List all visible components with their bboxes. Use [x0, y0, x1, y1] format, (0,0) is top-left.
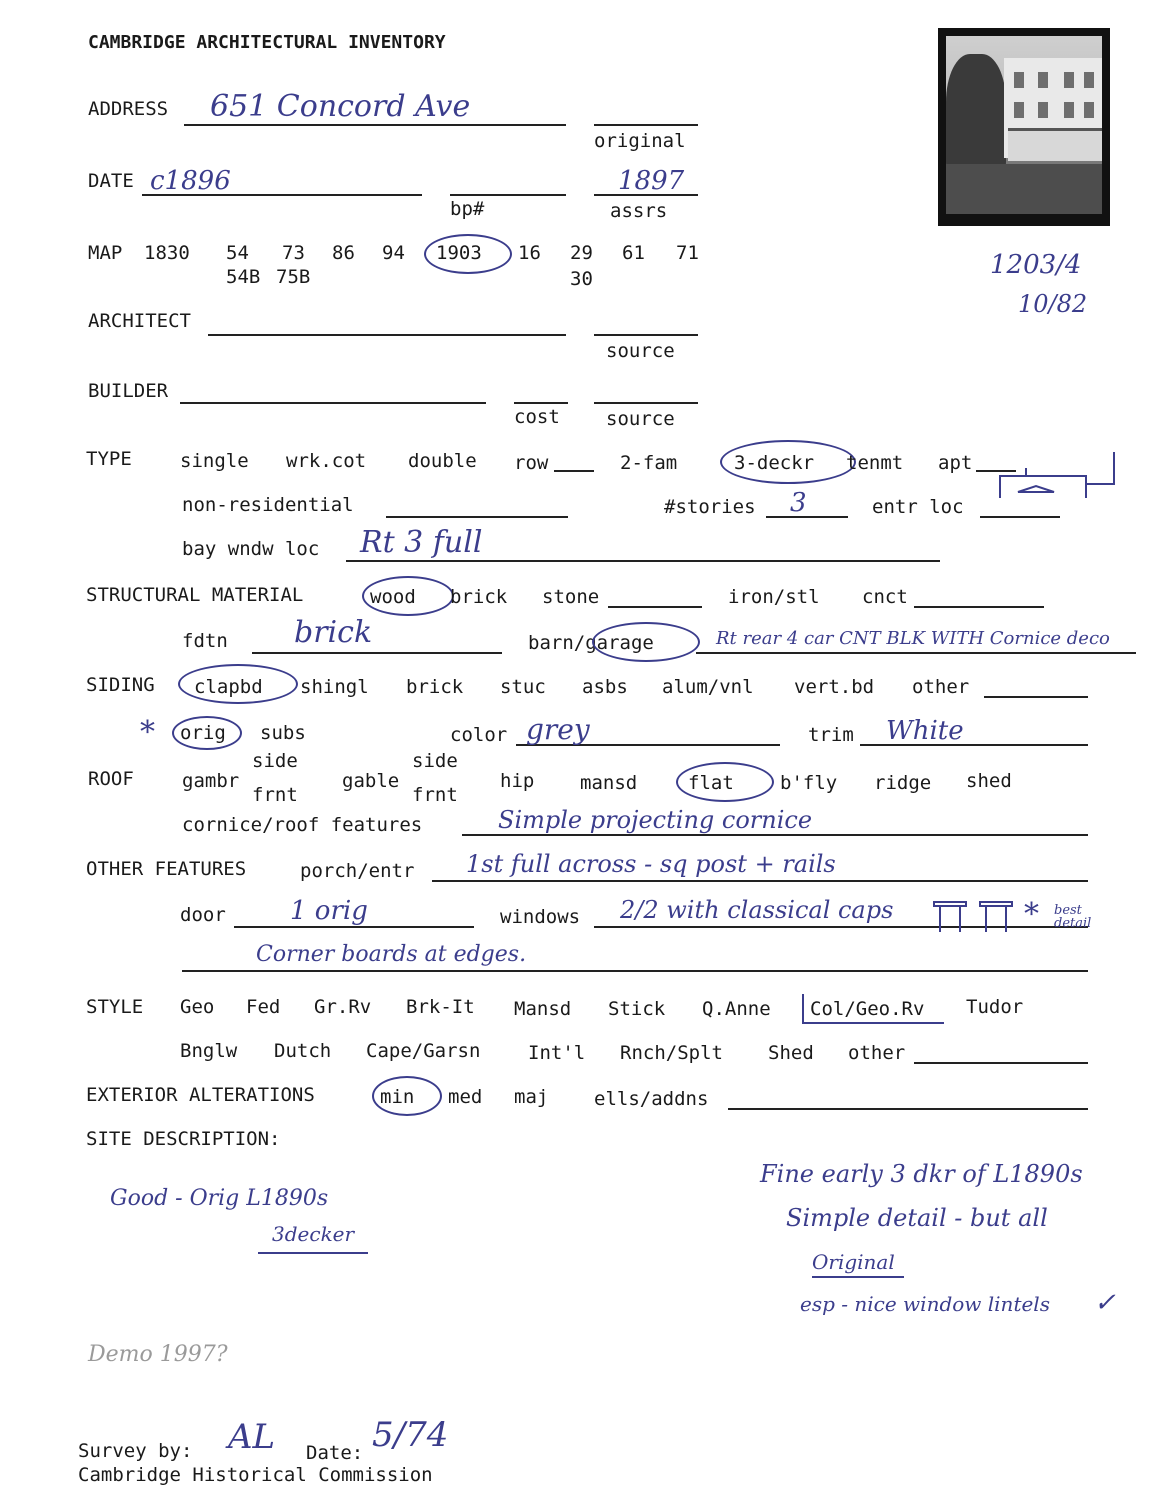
door-label: door [180, 904, 226, 926]
type-option: double [408, 450, 477, 472]
map-year: 75B [276, 266, 311, 288]
map-year: 86 [332, 242, 355, 264]
map-year: 73 [282, 242, 305, 264]
windows-value: 2/2 with classical caps [620, 896, 894, 924]
type-option: 2-fam [620, 452, 678, 474]
asterisk-mark: * [140, 715, 155, 750]
bay-window-value: Rt 3 full [360, 525, 483, 560]
roof-option: b'fly [780, 772, 838, 794]
date-label: DATE [88, 170, 134, 192]
subs-option: subs [260, 722, 306, 744]
trim-value: White [886, 716, 964, 746]
roof-option: frnt [412, 784, 458, 806]
roof-option-circled: flat [688, 772, 734, 794]
date-value: c1896 [150, 166, 231, 196]
cornice-value: Simple projecting cornice [498, 806, 813, 834]
best-detail-note: best detail [1054, 903, 1092, 931]
style-option: Bnglw [180, 1040, 238, 1062]
entrance-sketch [996, 446, 1126, 526]
original-label: original [594, 130, 686, 152]
entr-loc-label: entr loc [872, 496, 964, 518]
stories-value: 3 [790, 488, 807, 518]
roof-option: mansd [580, 772, 638, 794]
other-features-extra: Corner boards at edges. [256, 942, 527, 967]
roof-option: frnt [252, 784, 298, 806]
ext-alt-option: maj [514, 1086, 549, 1108]
type-option-circled: 3-deckr [734, 452, 815, 474]
survey-by-label: Survey by: [78, 1440, 193, 1462]
architect-source-label: source [606, 340, 675, 362]
map-year: 61 [622, 242, 645, 264]
ext-alt-label: EXTERIOR ALTERATIONS [86, 1084, 315, 1106]
demo-note: Demo 1997? [88, 1342, 228, 1367]
window-cap-sketch [930, 896, 1020, 936]
color-value: grey [526, 713, 590, 746]
nonres-label: non-residential [182, 494, 354, 516]
address-value: 651 Concord Ave [210, 89, 471, 124]
survey-date-value: 5/74 [372, 1415, 449, 1455]
structural-label: STRUCTURAL MATERIAL [86, 584, 304, 606]
structural-option: stone [542, 586, 600, 608]
type-option: row [514, 452, 549, 474]
ext-alt-option: med [448, 1086, 483, 1108]
style-option: Mansd [514, 998, 572, 1020]
map-year: 71 [676, 242, 699, 264]
fdtn-value: brick [294, 615, 373, 650]
ext-alt-option: ells/addns [594, 1088, 709, 1110]
map-year: 1830 [144, 242, 190, 264]
siding-option: stuc [500, 676, 546, 698]
style-option: Dutch [274, 1040, 332, 1062]
map-year-circled: 1903 [436, 242, 482, 264]
site-note: 3decker [272, 1222, 355, 1246]
style-option: Gr.Rv [314, 996, 372, 1018]
survey-by-value: AL [228, 1417, 276, 1457]
fdtn-label: fdtn [182, 630, 228, 652]
cost-label: cost [514, 406, 560, 428]
site-note: esp - nice window lintels [800, 1292, 1050, 1316]
barn-garage-label: barn/garage [528, 632, 654, 654]
roof-option: shed [966, 770, 1012, 792]
siding-option-circled: clapbd [194, 676, 263, 698]
style-label: STYLE [86, 996, 144, 1018]
door-value: 1 orig [290, 896, 368, 926]
style-option: Stick [608, 998, 666, 1020]
type-label: TYPE [86, 448, 132, 470]
roof-label: ROOF [88, 768, 134, 790]
map-year: 94 [382, 242, 405, 264]
site-note: Good - Orig L1890s [110, 1186, 329, 1211]
photo-date: 10/82 [1018, 290, 1088, 318]
site-description-label: SITE DESCRIPTION: [86, 1128, 281, 1150]
style-option: Shed [768, 1042, 814, 1064]
porch-label: porch/entr [300, 860, 415, 882]
siding-option: brick [406, 676, 464, 698]
building-photo [938, 28, 1110, 226]
survey-date-label: Date: [306, 1442, 364, 1464]
porch-value: 1st full across - sq post + rails [466, 850, 836, 878]
builder-label: BUILDER [88, 380, 169, 402]
type-option: tenmt [846, 452, 904, 474]
style-option: Q.Anne [702, 998, 771, 1020]
siding-option: shingl [300, 676, 369, 698]
roof-option: hip [500, 770, 535, 792]
roof-option: side [412, 750, 458, 772]
roof-option: ridge [874, 772, 932, 794]
type-option: wrk.cot [286, 450, 367, 472]
map-year: 16 [518, 242, 541, 264]
asterisk-mark: * [1024, 897, 1039, 932]
form-title: CAMBRIDGE ARCHITECTURAL INVENTORY [88, 32, 446, 53]
photo-ref: 1203/4 [990, 250, 1082, 280]
map-year: 29 [570, 242, 593, 264]
architect-label: ARCHITECT [88, 310, 191, 332]
map-label: MAP [88, 242, 123, 264]
commission-label: Cambridge Historical Commission [78, 1464, 433, 1486]
style-option: Int'l [528, 1042, 586, 1064]
site-note: Original [812, 1250, 895, 1274]
cornice-label: cornice/roof features [182, 814, 423, 836]
type-option: apt [938, 452, 973, 474]
roof-option: gable [342, 770, 400, 792]
check-mark: ✓ [1094, 1288, 1116, 1318]
map-year: 54B [226, 266, 261, 288]
trim-label: trim [808, 724, 854, 746]
stories-label: #stories [664, 496, 756, 518]
type-option: single [180, 450, 249, 472]
map-year: 54 [226, 242, 249, 264]
address-label: ADDRESS [88, 98, 169, 120]
siding-option: alum/vnl [662, 676, 754, 698]
windows-label: windows [500, 906, 581, 928]
map-year: 30 [570, 268, 593, 290]
siding-option: other [912, 676, 970, 698]
assrs-label: assrs [610, 200, 668, 222]
structural-option-circled: wood [370, 586, 416, 608]
style-option: Tudor [966, 996, 1024, 1018]
barn-garage-value: Rt rear 4 car CNT BLK WITH Cornice deco [716, 628, 1110, 649]
bay-window-label: bay wndw loc [182, 538, 320, 560]
siding-option: asbs [582, 676, 628, 698]
style-option: other [848, 1042, 906, 1064]
siding-label: SIDING [86, 674, 155, 696]
bp-label: bp# [450, 198, 485, 220]
style-option: Cape/Garsn [366, 1040, 481, 1062]
roof-option: gambr [182, 770, 240, 792]
other-features-label: OTHER FEATURES [86, 858, 247, 880]
style-option: Brk-It [406, 996, 475, 1018]
original-assrs-value: 1897 [618, 166, 685, 196]
structural-option: iron/stl [728, 586, 820, 608]
siding-option: vert.bd [794, 676, 875, 698]
site-note: Simple detail - but all [786, 1204, 1048, 1232]
site-note: Fine early 3 dkr of L1890s [760, 1160, 1083, 1188]
builder-source-label: source [606, 408, 675, 430]
roof-option: side [252, 750, 298, 772]
ext-alt-option-circled: min [380, 1086, 415, 1108]
style-option: Geo [180, 996, 215, 1018]
style-option: Fed [246, 996, 281, 1018]
orig-option-circled: orig [180, 722, 226, 744]
style-option: Rnch/Splt [620, 1042, 723, 1064]
color-label: color [450, 724, 508, 746]
style-option-marked: Col/Geo.Rv [810, 998, 925, 1020]
structural-option: cnct [862, 586, 908, 608]
structural-option: brick [450, 586, 508, 608]
